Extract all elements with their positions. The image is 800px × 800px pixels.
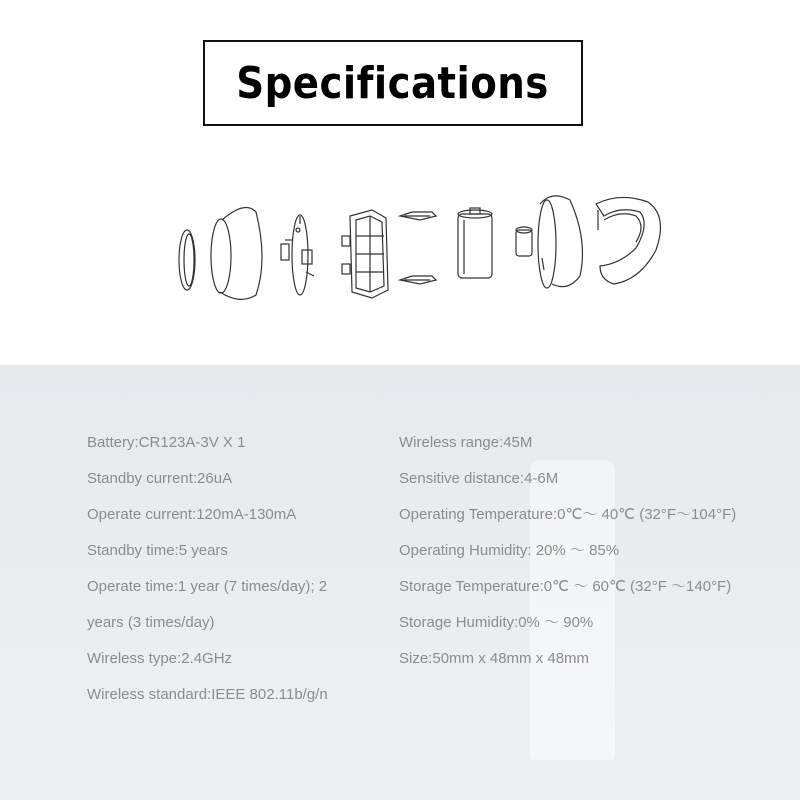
mount-bracket-icon — [596, 197, 661, 284]
spec-sensitive-distance: Sensitive distance:4-6M — [399, 470, 559, 487]
spec-storage-temperature: Storage Temperature:0℃ ～ 60℃ (32°F ～140°F) — [399, 578, 732, 595]
spec-storage-humidity: Storage Humidity:0% ～ 90% — [399, 614, 594, 631]
page-title: Specifications — [236, 57, 550, 109]
spec-operating-temperature: Operating Temperature:0℃～ 40℃ (32°F～104°F) — [399, 506, 737, 523]
spec-column-left — [87, 425, 367, 713]
dome-cover-icon — [211, 208, 262, 300]
spec-wireless-range: Wireless range:45M — [399, 434, 533, 451]
spec-operate-time-cont: years (3 times/day) — [87, 614, 215, 631]
spec-operate-time: Operate time:1 year (7 times/day); 2 — [87, 578, 328, 595]
exploded-diagram — [0, 180, 800, 320]
spec-standby-current: Standby current:26uA — [87, 470, 233, 487]
circuit-board-icon — [281, 215, 314, 295]
spec-battery: Battery:CR123A-3V X 1 — [87, 434, 246, 451]
front-lens-icon — [179, 230, 195, 290]
battery-icon — [458, 208, 492, 278]
spacer-icon — [516, 227, 532, 256]
spec-panel — [0, 365, 800, 800]
spec-column-right — [399, 425, 779, 677]
spec-operate-current: Operate current:120mA-130mA — [87, 506, 297, 523]
title-box — [203, 40, 583, 126]
back-shell-icon — [538, 196, 582, 288]
battery-clip-icon — [400, 212, 436, 284]
spec-size: Size:50mm x 48mm x 48mm — [399, 650, 590, 667]
spec-operating-humidity: Operating Humidity: 20% ～ 85% — [399, 542, 620, 559]
spec-wireless-type: Wireless type:2.4GHz — [87, 650, 233, 667]
sensor-housing-icon — [342, 210, 388, 298]
spec-standby-time: Standby time:5 years — [87, 542, 228, 559]
spec-wireless-standard: Wireless standard:IEEE 802.11b/g/n — [87, 686, 328, 703]
